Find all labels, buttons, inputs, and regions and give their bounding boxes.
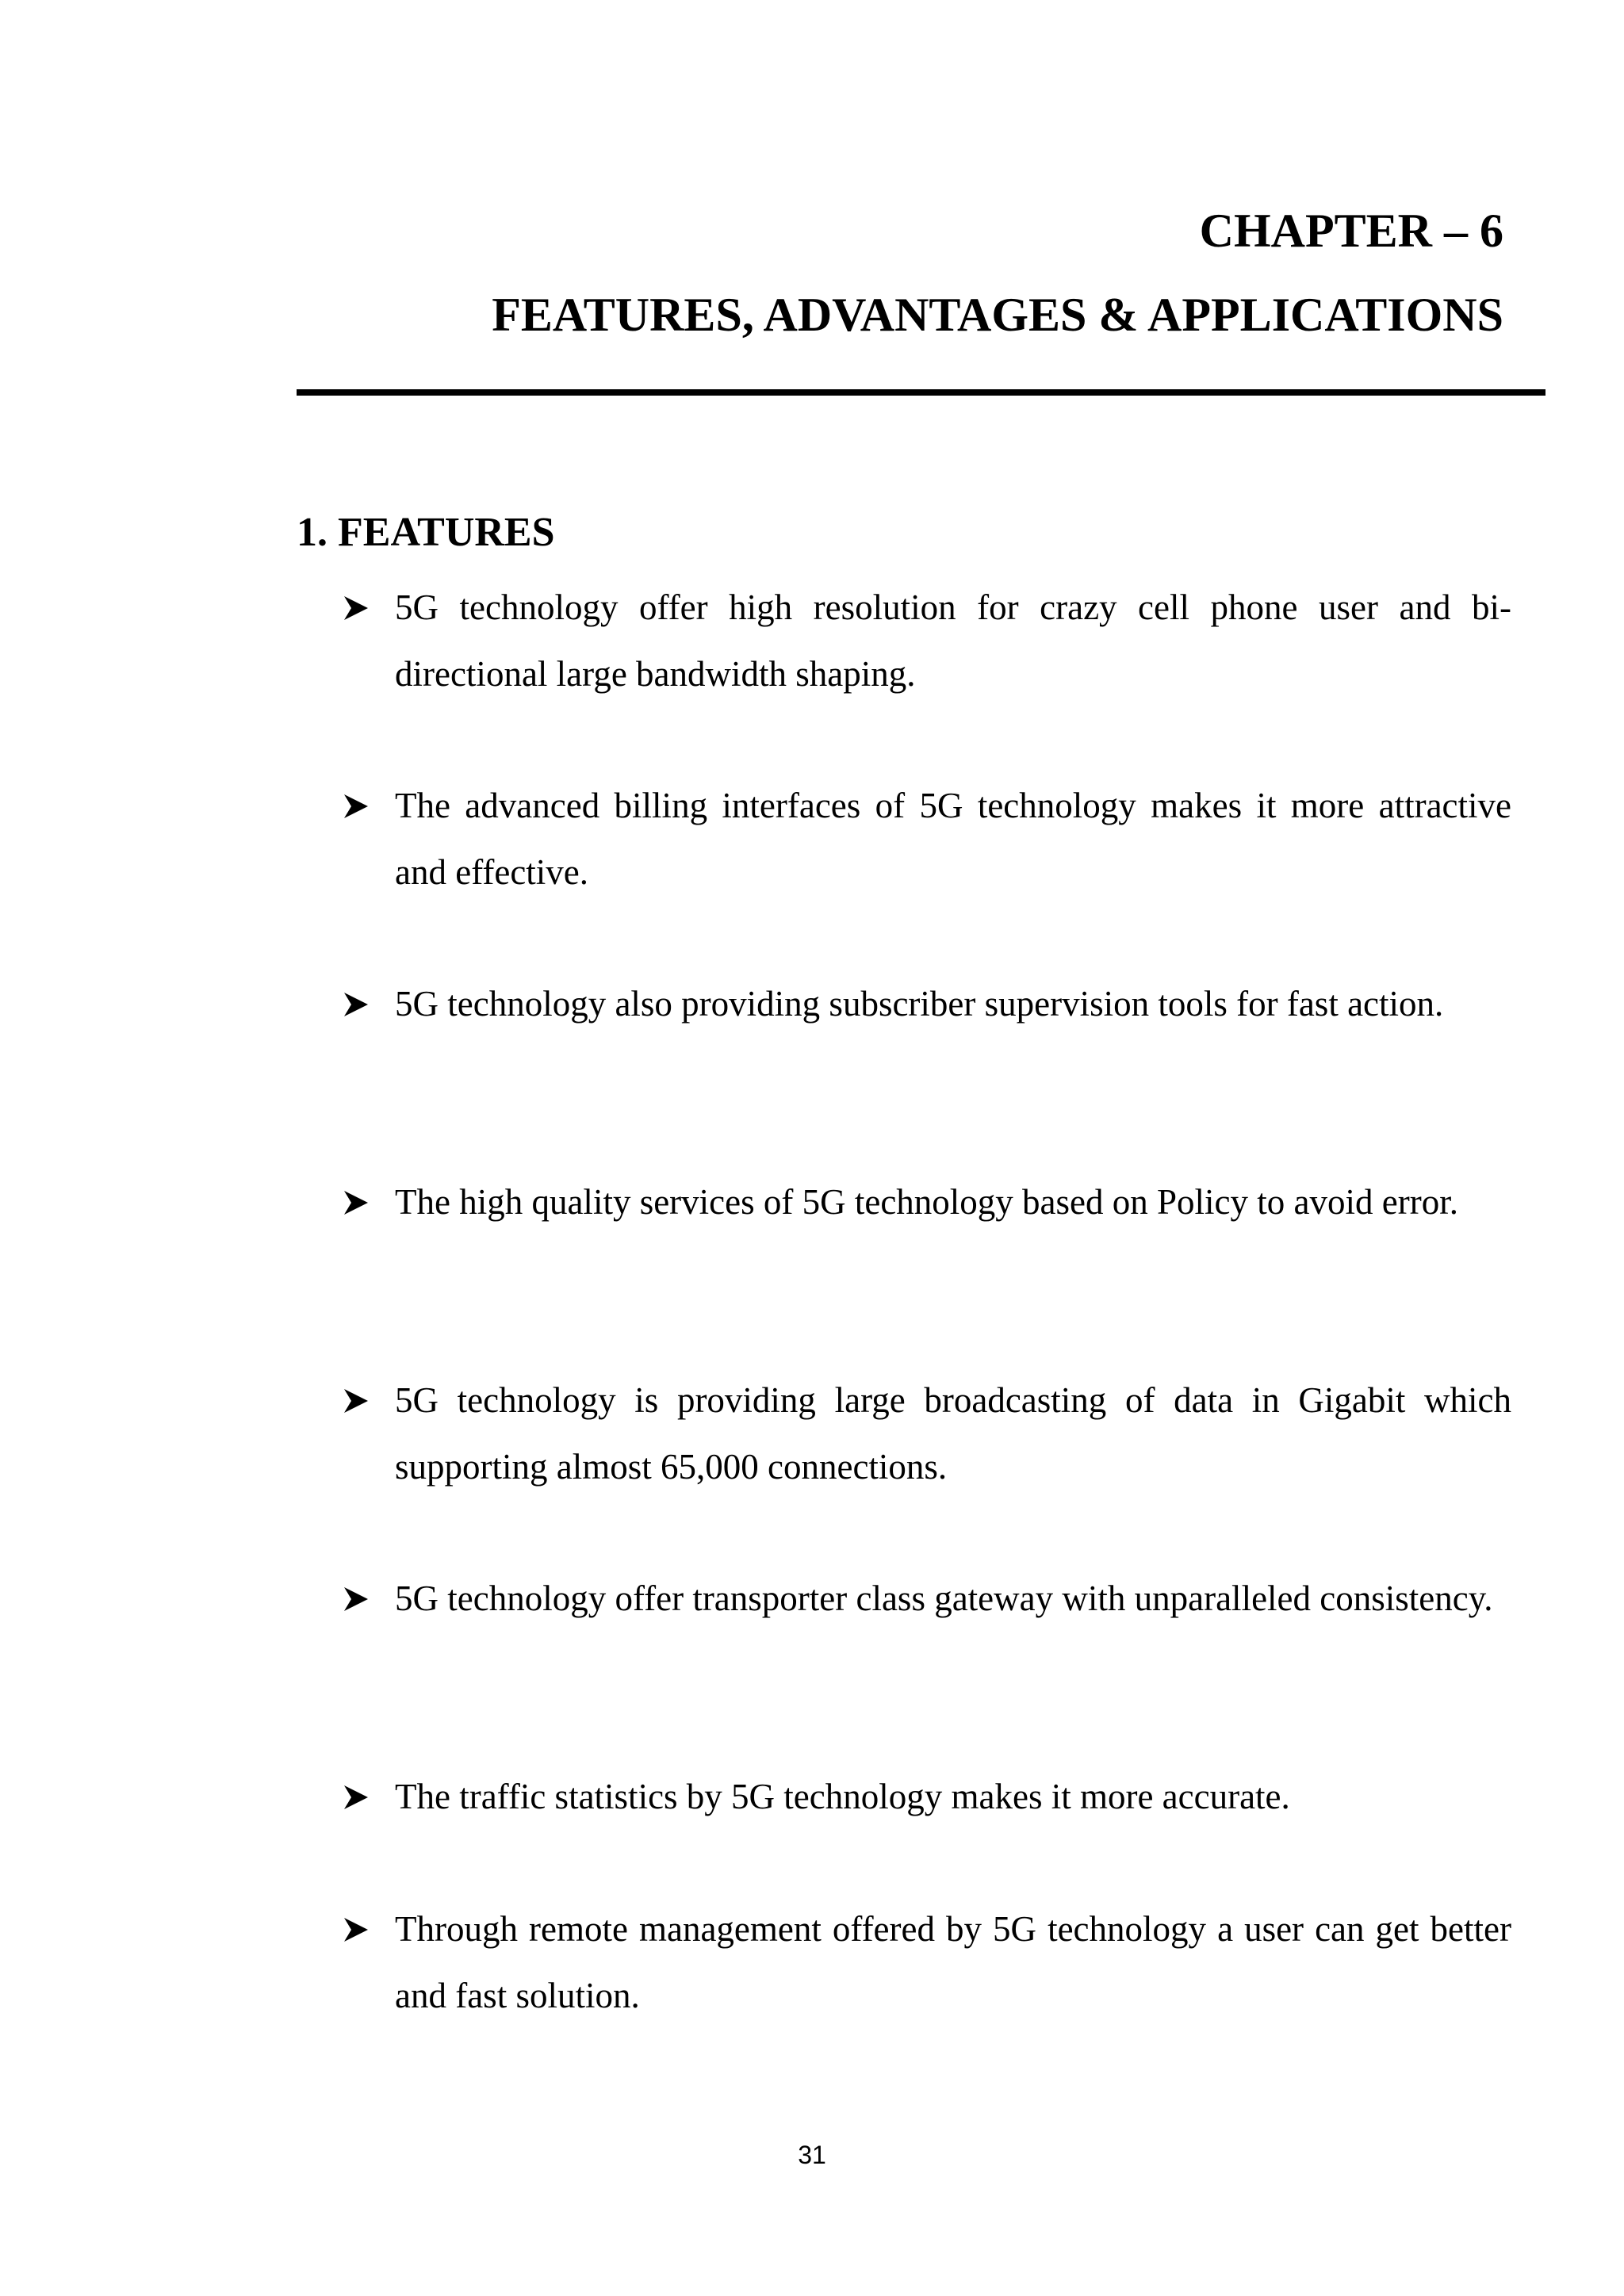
chapter-title: FEATURES, ADVANTAGES & APPLICATIONS xyxy=(492,289,1503,341)
list-item-text: 5G technology offer high resolution for crazy cell phone user and bi-directional large bandwidth shaping. xyxy=(395,587,1511,694)
right-arrowhead-icon xyxy=(343,991,370,1018)
list-item xyxy=(343,1367,1511,1500)
section-title: 1. FEATURES xyxy=(297,510,555,555)
right-arrowhead-icon xyxy=(343,1387,370,1414)
list-item-text: The traffic statistics by 5G technology makes it more accurate. xyxy=(395,1777,1290,1816)
list-item xyxy=(343,1565,1511,1632)
list-item xyxy=(343,772,1511,905)
list-item-text: 5G technology is providing large broadcasting of data in Gigabit which supporting almost 65,000 connections. xyxy=(395,1380,1511,1487)
list-item-text: The high quality services of 5G technology based on Policy to avoid error. xyxy=(395,1182,1458,1222)
list-item xyxy=(343,970,1511,1037)
list-item-text: The advanced billing interfaces of 5G technology makes it more attractive and effective. xyxy=(395,786,1511,892)
list-item xyxy=(343,1763,1511,1830)
list-item-text: 5G technology also providing subscriber supervision tools for fast action. xyxy=(395,984,1444,1024)
right-arrowhead-icon xyxy=(343,595,370,622)
right-arrowhead-icon xyxy=(343,1189,370,1216)
page-number: 31 xyxy=(798,2141,826,2169)
list-item xyxy=(343,1169,1511,1235)
list-item-text: Through remote management offered by 5G technology a user can get better and fast solution. xyxy=(395,1909,1511,2015)
list-item-text: 5G technology offer transporter class gateway with unparalleled consistency. xyxy=(395,1578,1493,1618)
right-arrowhead-icon xyxy=(343,1784,370,1811)
list-item xyxy=(343,1896,1511,2029)
right-arrowhead-icon xyxy=(343,793,370,820)
right-arrowhead-icon xyxy=(343,1916,370,1943)
right-arrowhead-icon xyxy=(343,1586,370,1613)
list-item xyxy=(343,574,1511,707)
chapter-number: CHAPTER – 6 xyxy=(1199,205,1503,257)
